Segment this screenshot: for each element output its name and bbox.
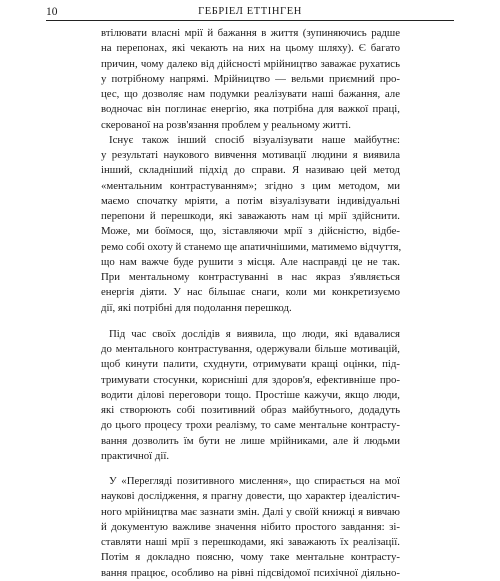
text-line: скерованої на розв'язання проблем у реальному житті. (101, 118, 352, 131)
text-line: практичної дії. (101, 449, 170, 462)
text-line: які створюють собі позитивний образ майбутнього, додадуть (101, 404, 400, 416)
text-line: водити ділові переговори тощо. Простіше кажучи, якщо люди, (101, 388, 400, 401)
paragraph-gap (101, 316, 400, 327)
text-line: й документую важливе значення нібито простого завдання: зі- (101, 520, 400, 533)
text-line: «ментальним контрастуванням»; згідно з цим методом, ми (101, 179, 400, 192)
text-line: тримувати стосунки, корисніші для здоров'я, ефективніше про- (101, 373, 400, 386)
text-line: ставляти наші мрії з перешкодами, які заважають їх реалізації. (101, 536, 400, 548)
running-head: ГЕБРІЕЛ ЕТТІНГЕН (198, 6, 302, 17)
body-text (101, 26, 400, 581)
text-line: При ментальному контрастуванні в нас якраз з'являється (101, 271, 400, 283)
page-header (46, 6, 454, 21)
text-line: наукові дослідження, я прагну довести, що характер ідеалістич- (101, 490, 400, 503)
text-line: у потрібному напрямі. Мрійництво — вельми приємний про- (101, 72, 400, 85)
text-line: Під час своїх дослідів я виявила, що люди, які вдавалися (109, 327, 400, 340)
text-line: Існує також інший спосіб візуалізувати наше майбутнє: (109, 133, 400, 146)
text-line: маємо спочатку мріяти, а потім візуалізувати індивідуальні (101, 194, 400, 207)
text-line: Може, ми боїмося, що, зіставляючи мрії з дійсністю, відбе- (101, 225, 400, 238)
text-line: дії, які потрібні для подолання перешкод. (101, 301, 292, 314)
text-line: до цього процесу трохи реалізму, то саме ментальне контрасту- (101, 419, 400, 432)
text-line: втілювати власні мрії й бажання в життя (зупиняючись радше (101, 27, 400, 39)
text-line: енергія діяти. У нас більшає снаги, коли ми конкретизуємо (101, 286, 400, 299)
text-line: на перепонах, які чекають на них на цьому шляху). Є багато (101, 42, 400, 55)
text-line: у результаті наукового вивчення мотивації людини я виявила (101, 149, 400, 161)
text-line: ремо собі охоту й станемо ще апатичнішими, матимемо відчуття, (101, 240, 402, 253)
text-line: щоб кинути палити, схуднути, отримувати кращі оцінки, під- (101, 358, 400, 371)
text-line: інший, складніший підхід до справи. Я називаю цей метод (101, 164, 400, 177)
text-line: Потім я докладно поясню, чому таке ментальне контрасту- (101, 551, 400, 564)
text-line: вання працює, особливо на рівні підсвідомої психічної діяльно- (101, 566, 400, 579)
text-line: водночас він поглинає енергію, яка потрібна для важкої праці, (101, 103, 400, 116)
text-line: до ментального контрастування, одержували більше мотивацій, (101, 343, 400, 355)
text-line: цес, що дозволяє нам подумки реалізувати наші бажання, але (101, 88, 400, 100)
text-line: причин, чому далеко від дійсності мрійництво заважає рухатись (101, 57, 400, 70)
page-number: 10 (46, 6, 58, 18)
paragraph-gap (101, 464, 400, 474)
text-line: вання дозволить їм бути не лише мрійниками, але й людьми (101, 434, 400, 447)
text-line: У «Перегляді позитивного мислення», що спирається на мої (109, 475, 400, 487)
text-line: перепони й перешкоди, які заважають нам ці мрії здійснити. (101, 210, 400, 222)
text-line: ного мрійництва має зазнати змін. Далі у своїй книжці я вивчаю (101, 505, 400, 518)
text-line: що нам важче буде рушити з місця. Але насправді це не так. (101, 255, 400, 268)
